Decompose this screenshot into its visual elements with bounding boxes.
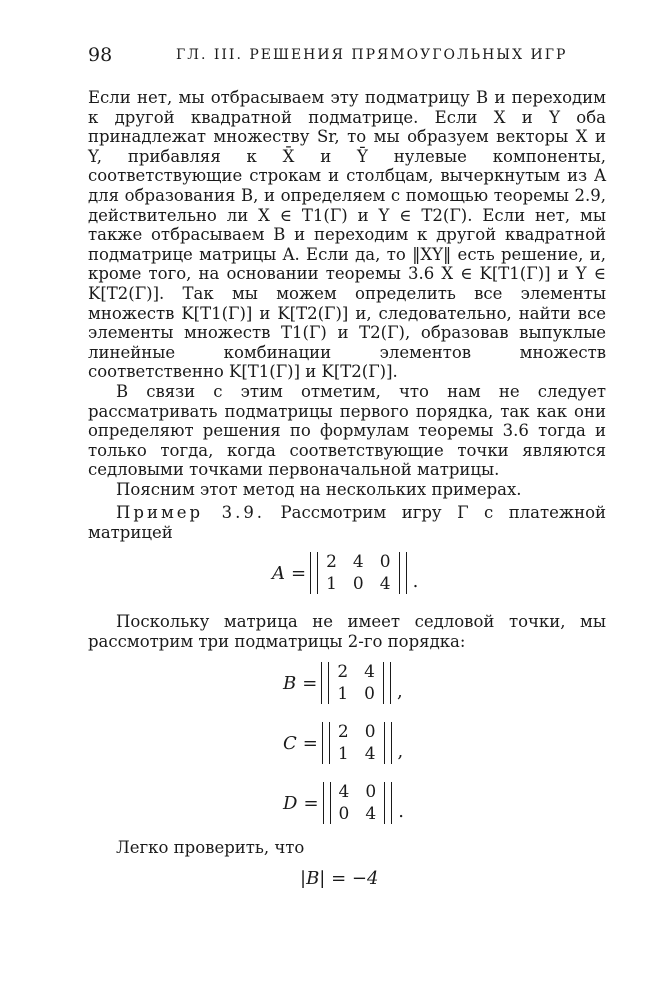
determinant-B: |B| = −4: [300, 868, 379, 889]
matrix-left-bracket: [321, 662, 329, 704]
matrix-cell: 0: [352, 574, 364, 594]
matrix-D: [283, 782, 404, 824]
matrix-cell: 2: [337, 722, 349, 742]
matrix-grid: [331, 782, 385, 824]
matrix-name: D: [283, 792, 298, 814]
matrix-A: [272, 552, 418, 594]
matrix-cell: 2: [337, 662, 349, 682]
matrix-cell: 0: [364, 722, 376, 742]
page-body: [88, 88, 606, 543]
matrix-right-bracket: [384, 782, 392, 824]
after-matrix-block: [88, 612, 606, 651]
trailing-punctuation: ,: [396, 681, 403, 702]
matrix-cell: 0: [364, 684, 375, 704]
matrix-cell: 4: [379, 574, 391, 594]
matrix-grid: [329, 662, 383, 704]
matrix-left-bracket: [310, 552, 318, 594]
matrix-B: [283, 662, 403, 704]
matrix-C: [283, 722, 403, 764]
example-text: Рассмотрим игру Γ с платежной матрицей: [88, 503, 607, 543]
matrix-right-bracket: [399, 552, 407, 594]
after-matrix-text: Поскольку матрица не имеет седловой точки, мы рассмотрим три подматрицы 2-го порядка:: [88, 612, 606, 651]
matrix-cell: 4: [338, 782, 350, 802]
paragraph-1: Если нет, мы отбрасываем эту подматрицу B и переходим к другой квадратной подматрице. Если X и Y оба принадлежат множеству Sr, то мы образуем векторы X и Y, прибавляя к X̄ и Ȳ нулевые компоненты, соответствующие строкам и столбцам, вычеркнутым из A для образования B, и определяем с помощью теоремы 2.9, действительно ли X ∈ T1(Γ) и Y ∈ T2(Γ). Если нет, мы также отбрасываем B и переходим к другой квадратной подматрице матрицы A. Если да, то ‖XY‖ есть решение, и, кроме того, на основании теоремы 3.6 X ∈ K[T1(Γ)] и Y ∈ K[T2(Γ)]. Так мы можем определить все элементы множеств K[T1(Γ)] и K[T2(Γ)] и, следовательно, найти все элементы множеств T1(Γ) и T2(Γ), образовав выпуклые линейные комбинации элементов множеств соответственно K[T1(Γ)] и K[T2(Γ)].: [88, 88, 606, 382]
matrix-cell: 1: [337, 744, 349, 764]
matrix-cell: 1: [326, 574, 337, 594]
matrix-cell: 2: [326, 552, 337, 572]
matrix-cell: 4: [364, 744, 376, 764]
running-title: ГЛ. III. РЕШЕНИЯ ПРЯМОУГОЛЬНЫХ ИГР: [176, 47, 568, 63]
matrix-right-bracket: [384, 722, 392, 764]
matrix-cell: 1: [337, 684, 349, 704]
matrix-name: C: [283, 732, 297, 754]
equals-sign: =: [303, 792, 319, 814]
matrix-cell: 4: [365, 804, 377, 824]
closing-block: [88, 838, 606, 858]
matrix-cell: 0: [365, 782, 377, 802]
equals-sign: =: [291, 562, 307, 584]
matrix-right-bracket: [383, 662, 391, 704]
matrix-cell: 4: [364, 662, 375, 682]
matrix-grid: [318, 552, 398, 594]
matrix-grid: [330, 722, 384, 764]
matrix-cell: 4: [352, 552, 364, 572]
closing-text: Легко проверить, что: [116, 838, 305, 857]
matrix-cell: 0: [338, 804, 350, 824]
page-number: 98: [88, 44, 113, 66]
matrix-cell: 0: [379, 552, 391, 572]
matrix-left-bracket: [323, 782, 331, 824]
page-header: [88, 44, 588, 74]
matrix-name: A: [272, 562, 285, 584]
matrix-left-bracket: [322, 722, 330, 764]
equals-sign: =: [302, 672, 318, 694]
example-label: Пример 3.9.: [116, 503, 266, 523]
paragraph-3: Поясним этот метод на нескольких примерах.: [116, 479, 522, 499]
trailing-punctuation: .: [412, 571, 419, 592]
paragraph-2: В связи с этим отметим, что нам не следует рассматривать подматрицы первого порядка, так как они определяют решения по формулам теоремы 3.6 тогда и только тогда, когда соответствующие точки являются седловыми точками первоначальной матрицы.: [88, 381, 606, 480]
example-paragraph: [88, 503, 606, 542]
matrix-name: B: [283, 672, 297, 694]
trailing-punctuation: .: [398, 801, 404, 822]
equals-sign: =: [302, 732, 318, 754]
trailing-punctuation: ,: [397, 741, 404, 762]
